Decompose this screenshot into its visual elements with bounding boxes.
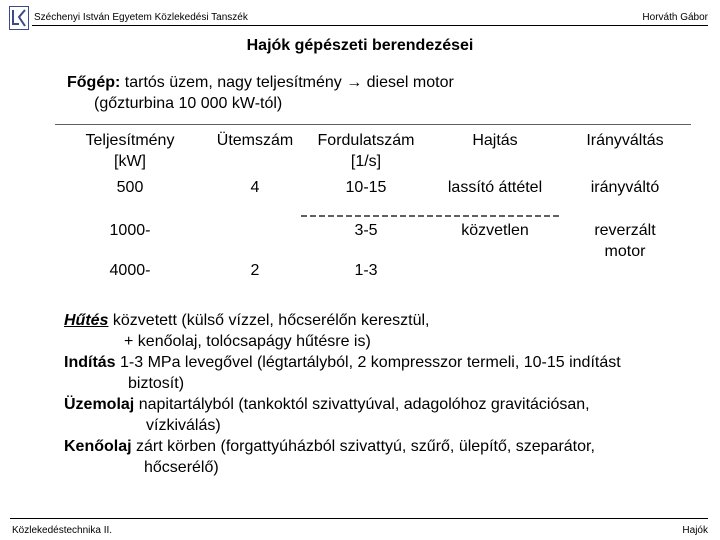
cell-drive-2: közvetlen <box>461 222 529 239</box>
university-logo <box>9 6 29 30</box>
cell-stroke-2: 2 <box>250 262 260 279</box>
cell-reverse-1: irányváltó <box>590 179 660 196</box>
cell-reverse-2: reverzált motor <box>594 222 656 260</box>
cell-power-3: 4000- <box>109 262 151 279</box>
col-header-stroke: Ütemszám <box>216 132 294 149</box>
list-item-continuation: biztosít) <box>128 375 185 392</box>
col-header-rpm: Fordulatszám [1/s] <box>317 132 415 170</box>
intro-text <box>67 72 454 114</box>
cell-rpm-2: 3-5 <box>354 222 378 239</box>
intro-term: Főgép: <box>67 74 121 91</box>
header-institution: Széchenyi István Egyetem Közlekedési Tanszék <box>34 12 248 23</box>
header-author: Horváth Gábor <box>642 12 708 23</box>
header-divider <box>32 25 708 26</box>
page-title: Hajók gépészeti berendezései <box>246 37 474 54</box>
cell-drive-1: lassító áttétel <box>447 179 543 196</box>
details-list <box>64 310 621 478</box>
col-header-power: Teljesítmény [kW] <box>85 132 175 170</box>
engine-table <box>55 124 691 284</box>
list-item: Hűtés közvetett (külső vízzel, hőcserélőn keresztül, <box>64 312 430 329</box>
list-item-continuation: vízkiválás) <box>146 417 221 434</box>
list-item: Kenőolaj zárt körben (forgattyúházból szivattyú, szűrő, ülepítő, szeparátor, <box>64 438 595 455</box>
col-header-reverse: Irányváltás <box>586 132 664 149</box>
cell-power-2: 1000- <box>109 222 151 239</box>
cell-rpm-1: 10-15 <box>345 179 387 196</box>
list-item-continuation: hőcserélő) <box>144 459 219 476</box>
cell-rpm-3: 1-3 <box>354 262 378 279</box>
list-item-continuation: + kenőolaj, tolócsapágy hűtésre is) <box>124 333 371 350</box>
list-item: Üzemolaj napitartályból (tankoktól szivattyúval, adagolóhoz gravitációsan, <box>64 396 590 413</box>
footer-topic: Hajók <box>682 525 708 536</box>
cell-stroke-1: 4 <box>250 179 260 196</box>
intro-line1: tartós üzem, nagy teljesítmény → diesel motor <box>120 74 454 91</box>
intro-line2: (gőzturbina 10 000 kW-tól) <box>94 95 283 112</box>
cell-power-1: 500 <box>116 179 144 196</box>
footer-divider <box>10 518 708 519</box>
list-item: Indítás 1-3 MPa levegővel (légtartályból, 2 kompresszor termeli, 10-15 indítást <box>64 354 621 371</box>
col-header-drive: Hajtás <box>472 132 518 149</box>
footer-course: Közlekedéstechnika II. <box>12 525 113 536</box>
